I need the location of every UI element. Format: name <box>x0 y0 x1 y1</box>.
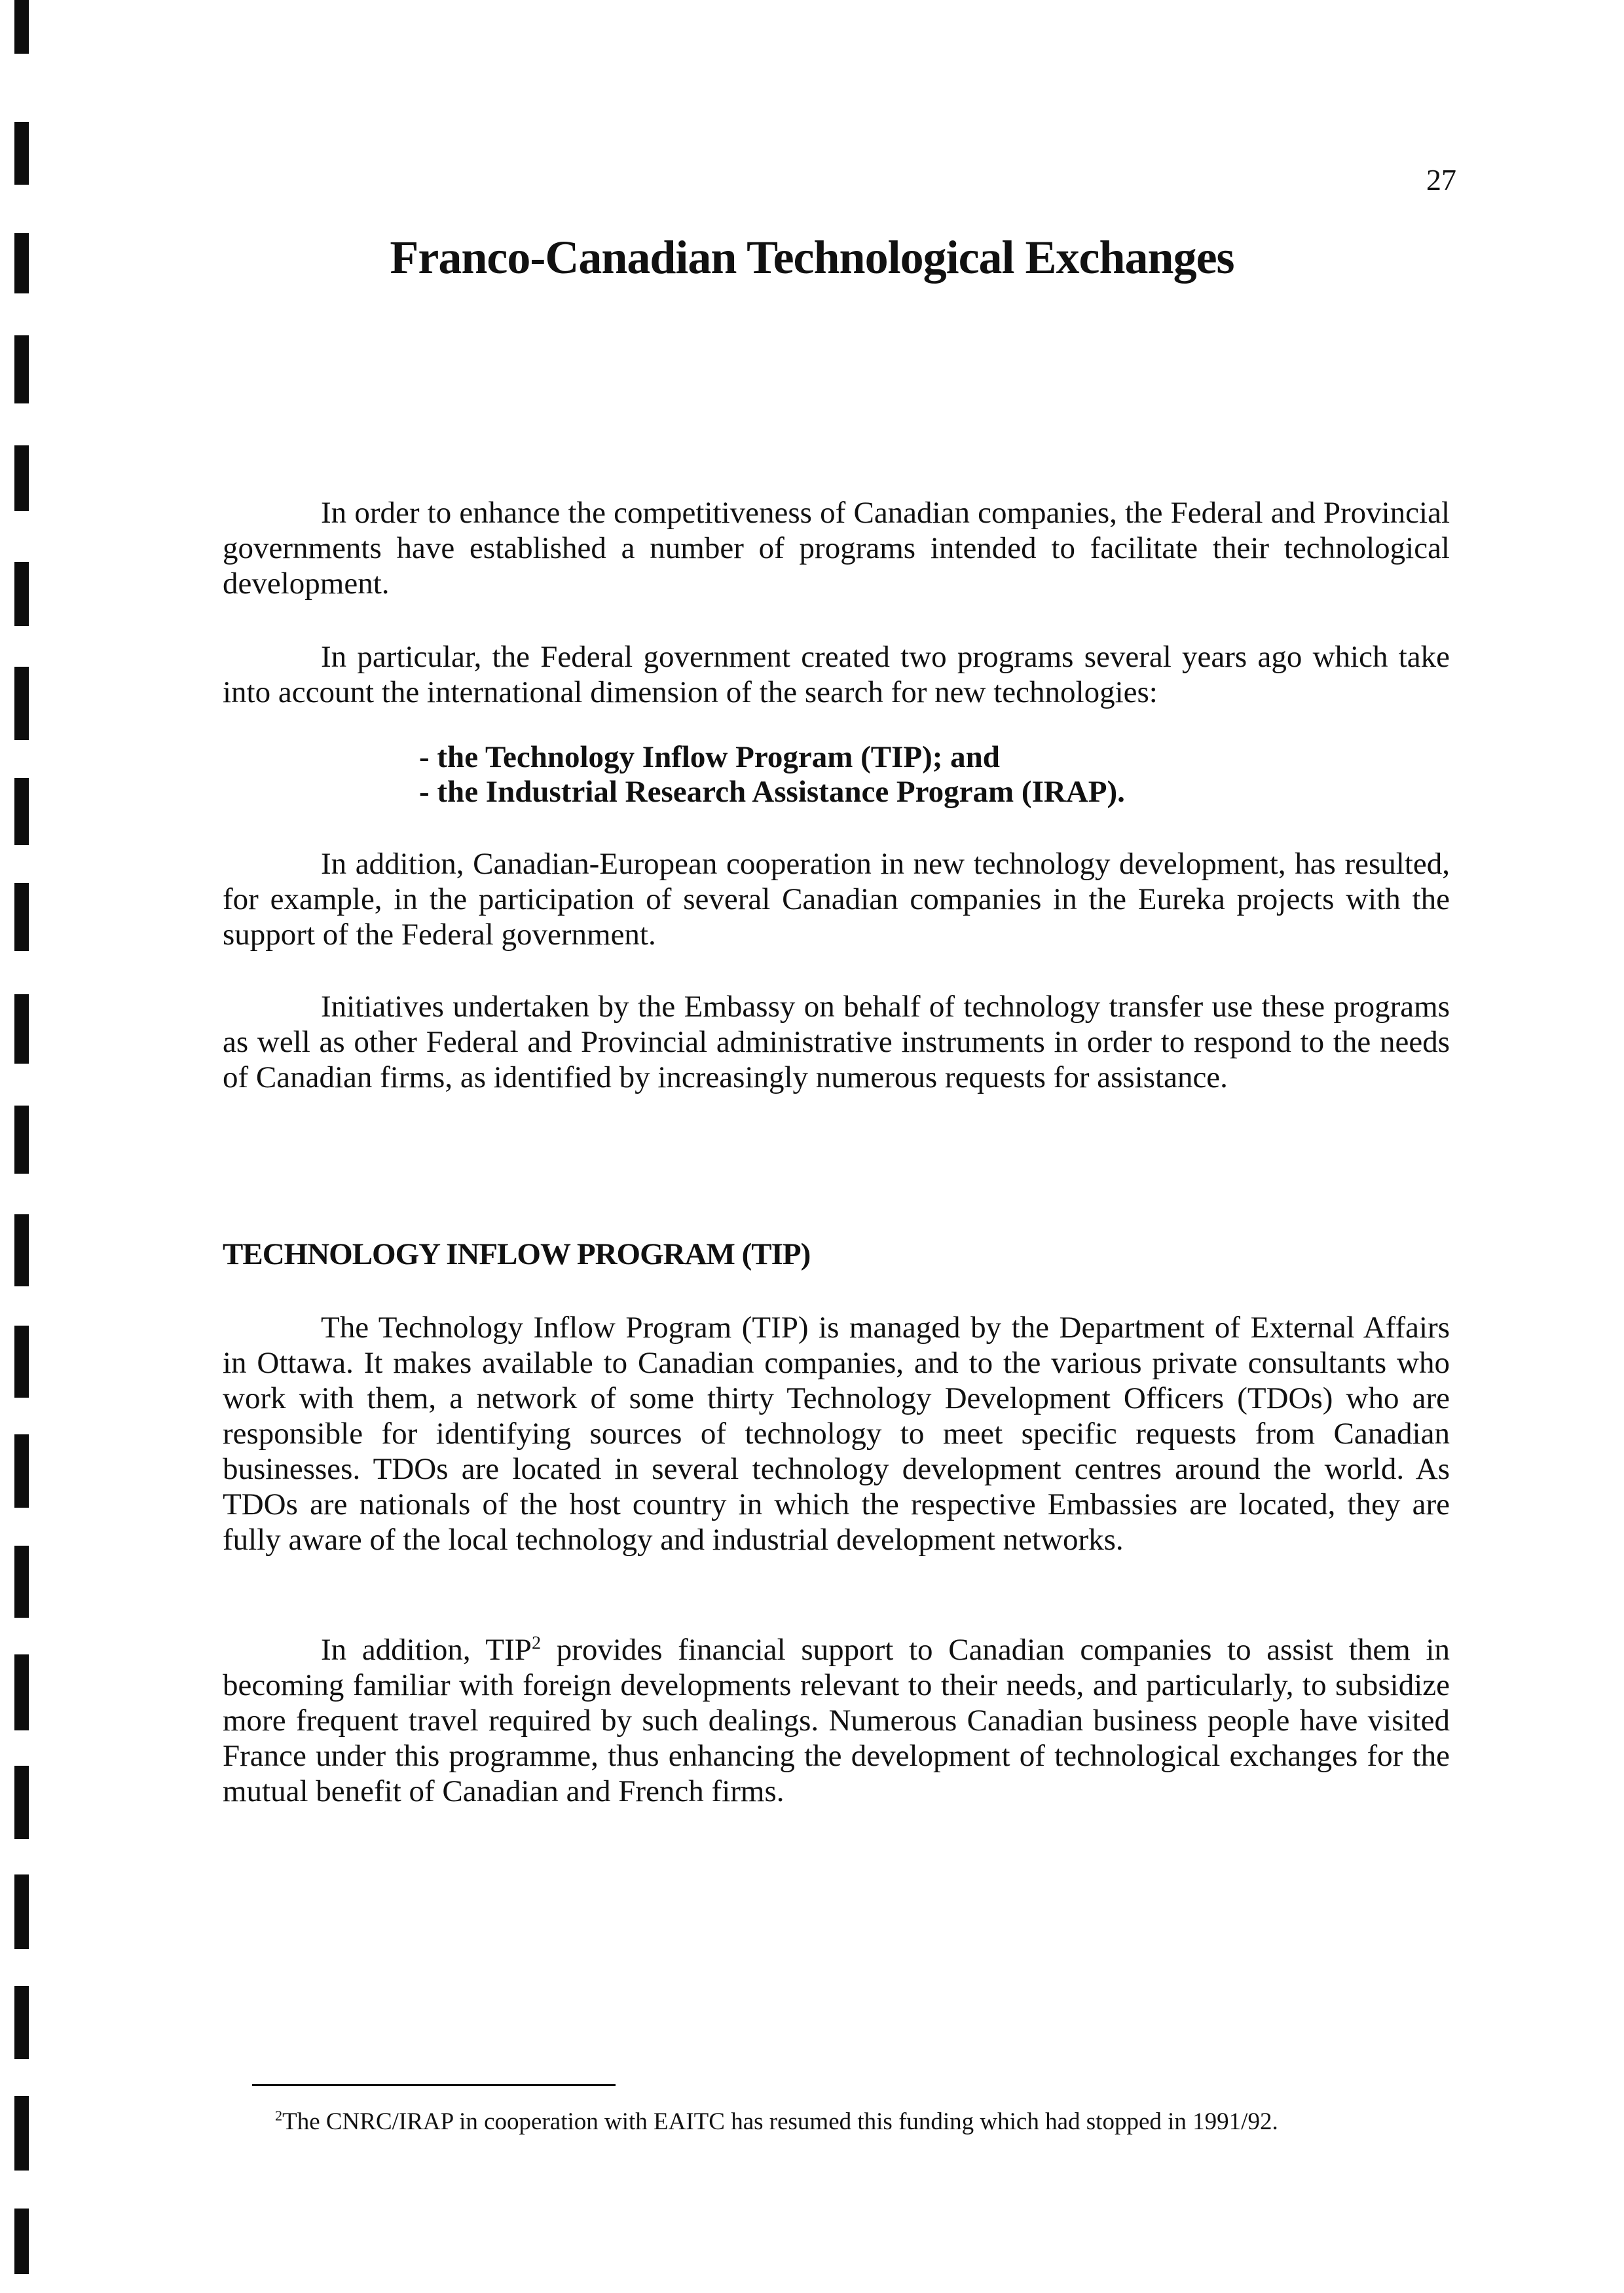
footnote-divider <box>252 2084 616 2086</box>
binding-mark <box>14 1986 29 2059</box>
binding-mark <box>14 1766 29 1839</box>
tip-paragraph: The Technology Inflow Program (TIP) is managed by the Department of External Affairs in Ottawa. It makes available to Canadian companies, and to the various private consultants who work with them, a network of some thirty Technology Development Officers (TDOs) who are responsible for identifying sources of technology to meet specific requests from Canadian businesses. TDOs are located in several technology development centres around the world. As TDOs are nationals of the host country in which the respective Embassies are located, they are fully aware of the local technology and industrial development networks. <box>223 1311 1450 1557</box>
footnote-reference: 2 <box>531 1633 542 1654</box>
binding-mark <box>14 1546 29 1618</box>
binding-mark <box>14 1214 29 1286</box>
binding-mark <box>14 1326 29 1398</box>
list-item: - the Technology Inflow Program (TIP); and <box>419 740 1000 774</box>
footnote <box>275 2108 1278 2136</box>
cooperation-paragraph: In addition, Canadian-European cooperation in new technology development, has resulted, for example, in the participation of several Canadian companies in the Eureka projects with the support of the Federal government. <box>223 847 1450 952</box>
tip-support-paragraph <box>223 1632 1450 1809</box>
binding-mark <box>14 778 29 845</box>
binding-mark <box>14 335 29 403</box>
intro-paragraph-1: In order to enhance the competitiveness of Canadian companies, the Federal and Provincial governments have established a number of programs intended to facilitate their technological development. <box>223 496 1450 601</box>
binding-mark <box>14 667 29 740</box>
section-heading: TECHNOLOGY INFLOW PROGRAM (TIP) <box>223 1237 811 1271</box>
initiatives-paragraph: Initiatives undertaken by the Embassy on behalf of technology transfer use these programs as well as other Federal and Provincial administrative instruments in order to respond to the needs of Canadian firms, as identified by increasingly numerous requests for assistance. <box>223 990 1450 1094</box>
spiral-binding <box>14 0 38 2293</box>
program-list <box>419 740 1125 810</box>
document-body <box>223 0 1450 2293</box>
binding-mark <box>14 994 29 1064</box>
footnote-text: The CNRC/IRAP in cooperation with EAITC has resumed this funding which had stopped in 1991/92. <box>282 2108 1278 2135</box>
tip-support-text: provides financial support to Canadian companies to assist them in becoming familiar with foreign developments relevant to their needs, and particularly, to subsidize more frequent travel required by such dealings. Numerous Canadian business people have visited France under this programme, thus enhancing the development of technological exchanges for the mutual benefit of Canadian and French firms. <box>223 1633 1450 1808</box>
binding-mark <box>14 0 29 54</box>
binding-mark <box>14 2096 29 2171</box>
tip-support-lead: In addition, TIP <box>321 1633 532 1667</box>
binding-mark <box>14 1654 29 1730</box>
intro-paragraph-2: In particular, the Federal government created two programs several years ago which take into account the international dimension of the search for new technologies: <box>223 640 1450 709</box>
binding-mark <box>14 1434 29 1508</box>
binding-mark <box>14 1106 29 1174</box>
binding-mark <box>14 883 29 951</box>
page-number: 27 <box>1426 163 1456 196</box>
binding-mark <box>14 445 29 511</box>
binding-mark <box>14 562 29 626</box>
footnote-marker: 2 <box>275 2107 283 2124</box>
page-title: Franco-Canadian Technological Exchanges <box>390 231 1234 284</box>
binding-mark <box>14 2209 29 2274</box>
binding-mark <box>14 1874 29 1949</box>
list-item: - the Industrial Research Assistance Program (IRAP). <box>419 775 1125 809</box>
binding-mark <box>14 122 29 185</box>
